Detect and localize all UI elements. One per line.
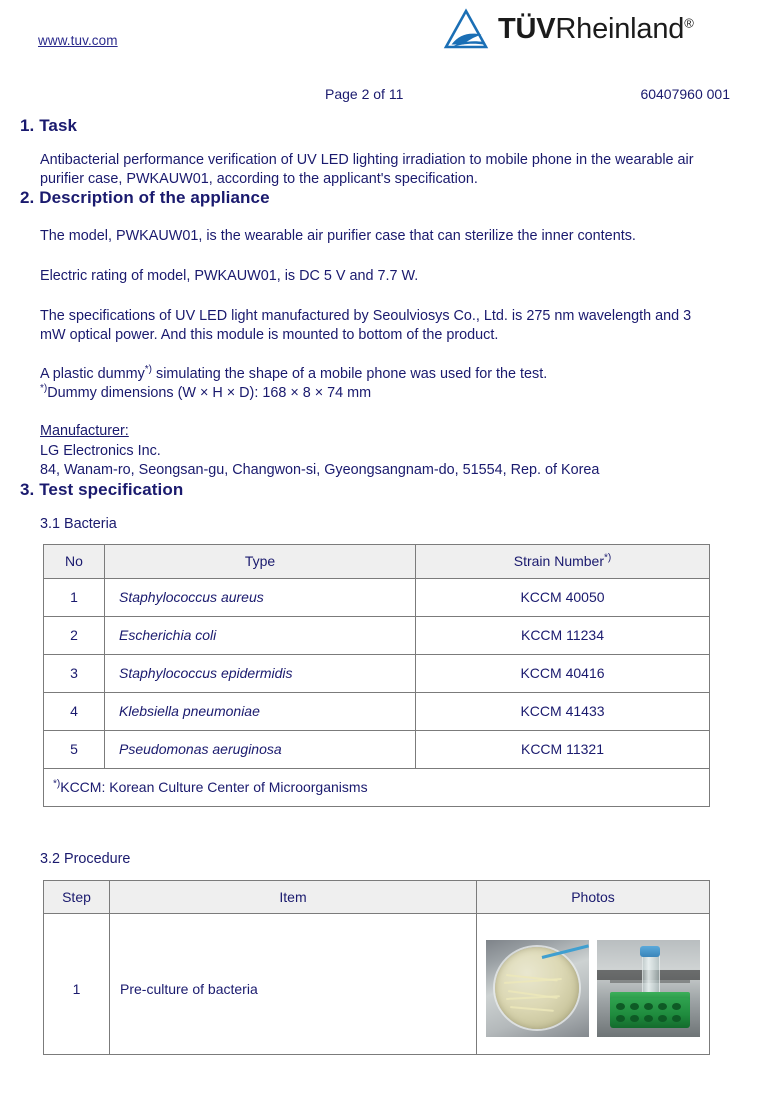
description-paragraph-3: The specifications of UV LED light manufactured by Seoulviosys Co., Ltd. is 275 nm wavelength and 3 mW optical power. And this module is mounted to bottom of the product. [40, 308, 692, 343]
photo-group [477, 940, 709, 1037]
page-info-line [0, 86, 768, 116]
manufacturer-address: 84, Wanam-ro, Seongsan-gu, Changwon-si, Gyeongsangnam-do, 51554, Rep. of Korea [40, 462, 600, 478]
registered-mark-icon: ® [684, 14, 694, 30]
section-heading-task: 1. Task [20, 116, 78, 135]
cell-strain: KCCM 40416 [416, 654, 710, 692]
dummy-footnote-marker: *) [144, 364, 153, 376]
tuv-triangle-logo-icon [443, 8, 489, 50]
strain-number-label: Strain Number [513, 553, 605, 569]
column-header-step: Step [44, 880, 110, 913]
cell-photos [477, 913, 710, 1054]
procedure-table [43, 880, 710, 1055]
logo-wordmark [498, 12, 694, 45]
subsection-procedure: 3.2 Procedure [40, 850, 131, 867]
cell-step: 1 [44, 913, 110, 1054]
strain-footnote-marker: *) [604, 552, 612, 564]
column-header-item: Item [110, 880, 477, 913]
report-number: 60407960 001 [640, 86, 730, 102]
section-heading-test-specification: 3. Test specification [20, 479, 184, 499]
cell-type: Staphylococcus aureus [105, 578, 416, 616]
cell-no: 2 [44, 616, 105, 654]
cell-strain: KCCM 40050 [416, 578, 710, 616]
bacteria-table [43, 544, 710, 807]
cell-strain: KCCM 11234 [416, 616, 710, 654]
rack-base-icon [610, 998, 690, 1028]
section-heading-description: 2. Description of the appliance [20, 188, 270, 207]
dummy-dimensions-line [20, 384, 730, 403]
page-header [0, 0, 768, 78]
document-content [0, 116, 768, 532]
footnote-text: KCCM: Korean Culture Center of Microorganisms [60, 779, 368, 795]
cell-no: 1 [44, 578, 105, 616]
manufacturer-label: Manufacturer: [40, 423, 129, 439]
petri-dish-icon [495, 947, 579, 1029]
description-paragraph-2: Electric rating of model, PWKAUW01, is DC 5 V and 7.7 W. [40, 267, 419, 284]
tube-cap-icon [640, 946, 660, 957]
cell-no: 5 [44, 730, 105, 768]
table-footnote-row [44, 768, 710, 806]
table-row [44, 692, 710, 730]
table-header-row [44, 880, 710, 913]
page-number: Page 2 of 11 [325, 86, 404, 102]
table-row [44, 913, 710, 1054]
subsection-bacteria: 3.1 Bacteria [40, 515, 117, 532]
table-row [44, 654, 710, 692]
column-header-photos: Photos [477, 880, 710, 913]
dummy-text-pre: A plastic dummy [40, 366, 145, 382]
table-row [44, 578, 710, 616]
table-row [44, 730, 710, 768]
procedure-section [0, 851, 768, 867]
dummy-text-post: simulating the shape of a mobile phone was used for the test. [152, 366, 548, 382]
footnote-marker: *) [53, 778, 61, 790]
cell-strain: KCCM 41433 [416, 692, 710, 730]
cell-type: Klebsiella pneumoniae [105, 692, 416, 730]
test-tube-in-rack-photo [597, 940, 700, 1037]
column-header-no: No [44, 544, 105, 578]
column-header-strain-number [416, 544, 710, 578]
cell-type: Staphylococcus epidermidis [105, 654, 416, 692]
cell-type: Pseudomonas aeruginosa [105, 730, 416, 768]
petri-dish-culture-photo [486, 940, 589, 1037]
bacteria-footnote-cell [44, 768, 710, 806]
tuv-rheinland-logo [443, 8, 694, 50]
dummy-dimensions-marker: *) [40, 382, 48, 394]
cell-no: 3 [44, 654, 105, 692]
description-paragraph-dummy [20, 365, 730, 384]
cell-strain: KCCM 11321 [416, 730, 710, 768]
logo-tuv-text: TÜV [498, 12, 556, 45]
task-body-text: Antibacterial performance verification of UV LED lighting irradiation to mobile phone in the wearable air purifier case, PWKAUW01, according to the applicant's specification. [40, 152, 694, 187]
cell-type: Escherichia coli [105, 616, 416, 654]
dummy-dimensions-text: Dummy dimensions (W × H × D): 168 × 8 × 74 mm [47, 384, 372, 401]
tuv-website-link[interactable]: www.tuv.com [38, 33, 118, 48]
logo-rheinland-text: Rheinland [555, 12, 685, 45]
manufacturer-name: LG Electronics Inc. [40, 442, 161, 459]
table-row [44, 616, 710, 654]
column-header-type: Type [105, 544, 416, 578]
table-header-row [44, 544, 710, 578]
description-paragraph-1: The model, PWKAUW01, is the wearable air purifier case that can sterilize the inner contents. [40, 228, 636, 244]
cell-no: 4 [44, 692, 105, 730]
cell-item: Pre-culture of bacteria [110, 913, 477, 1054]
